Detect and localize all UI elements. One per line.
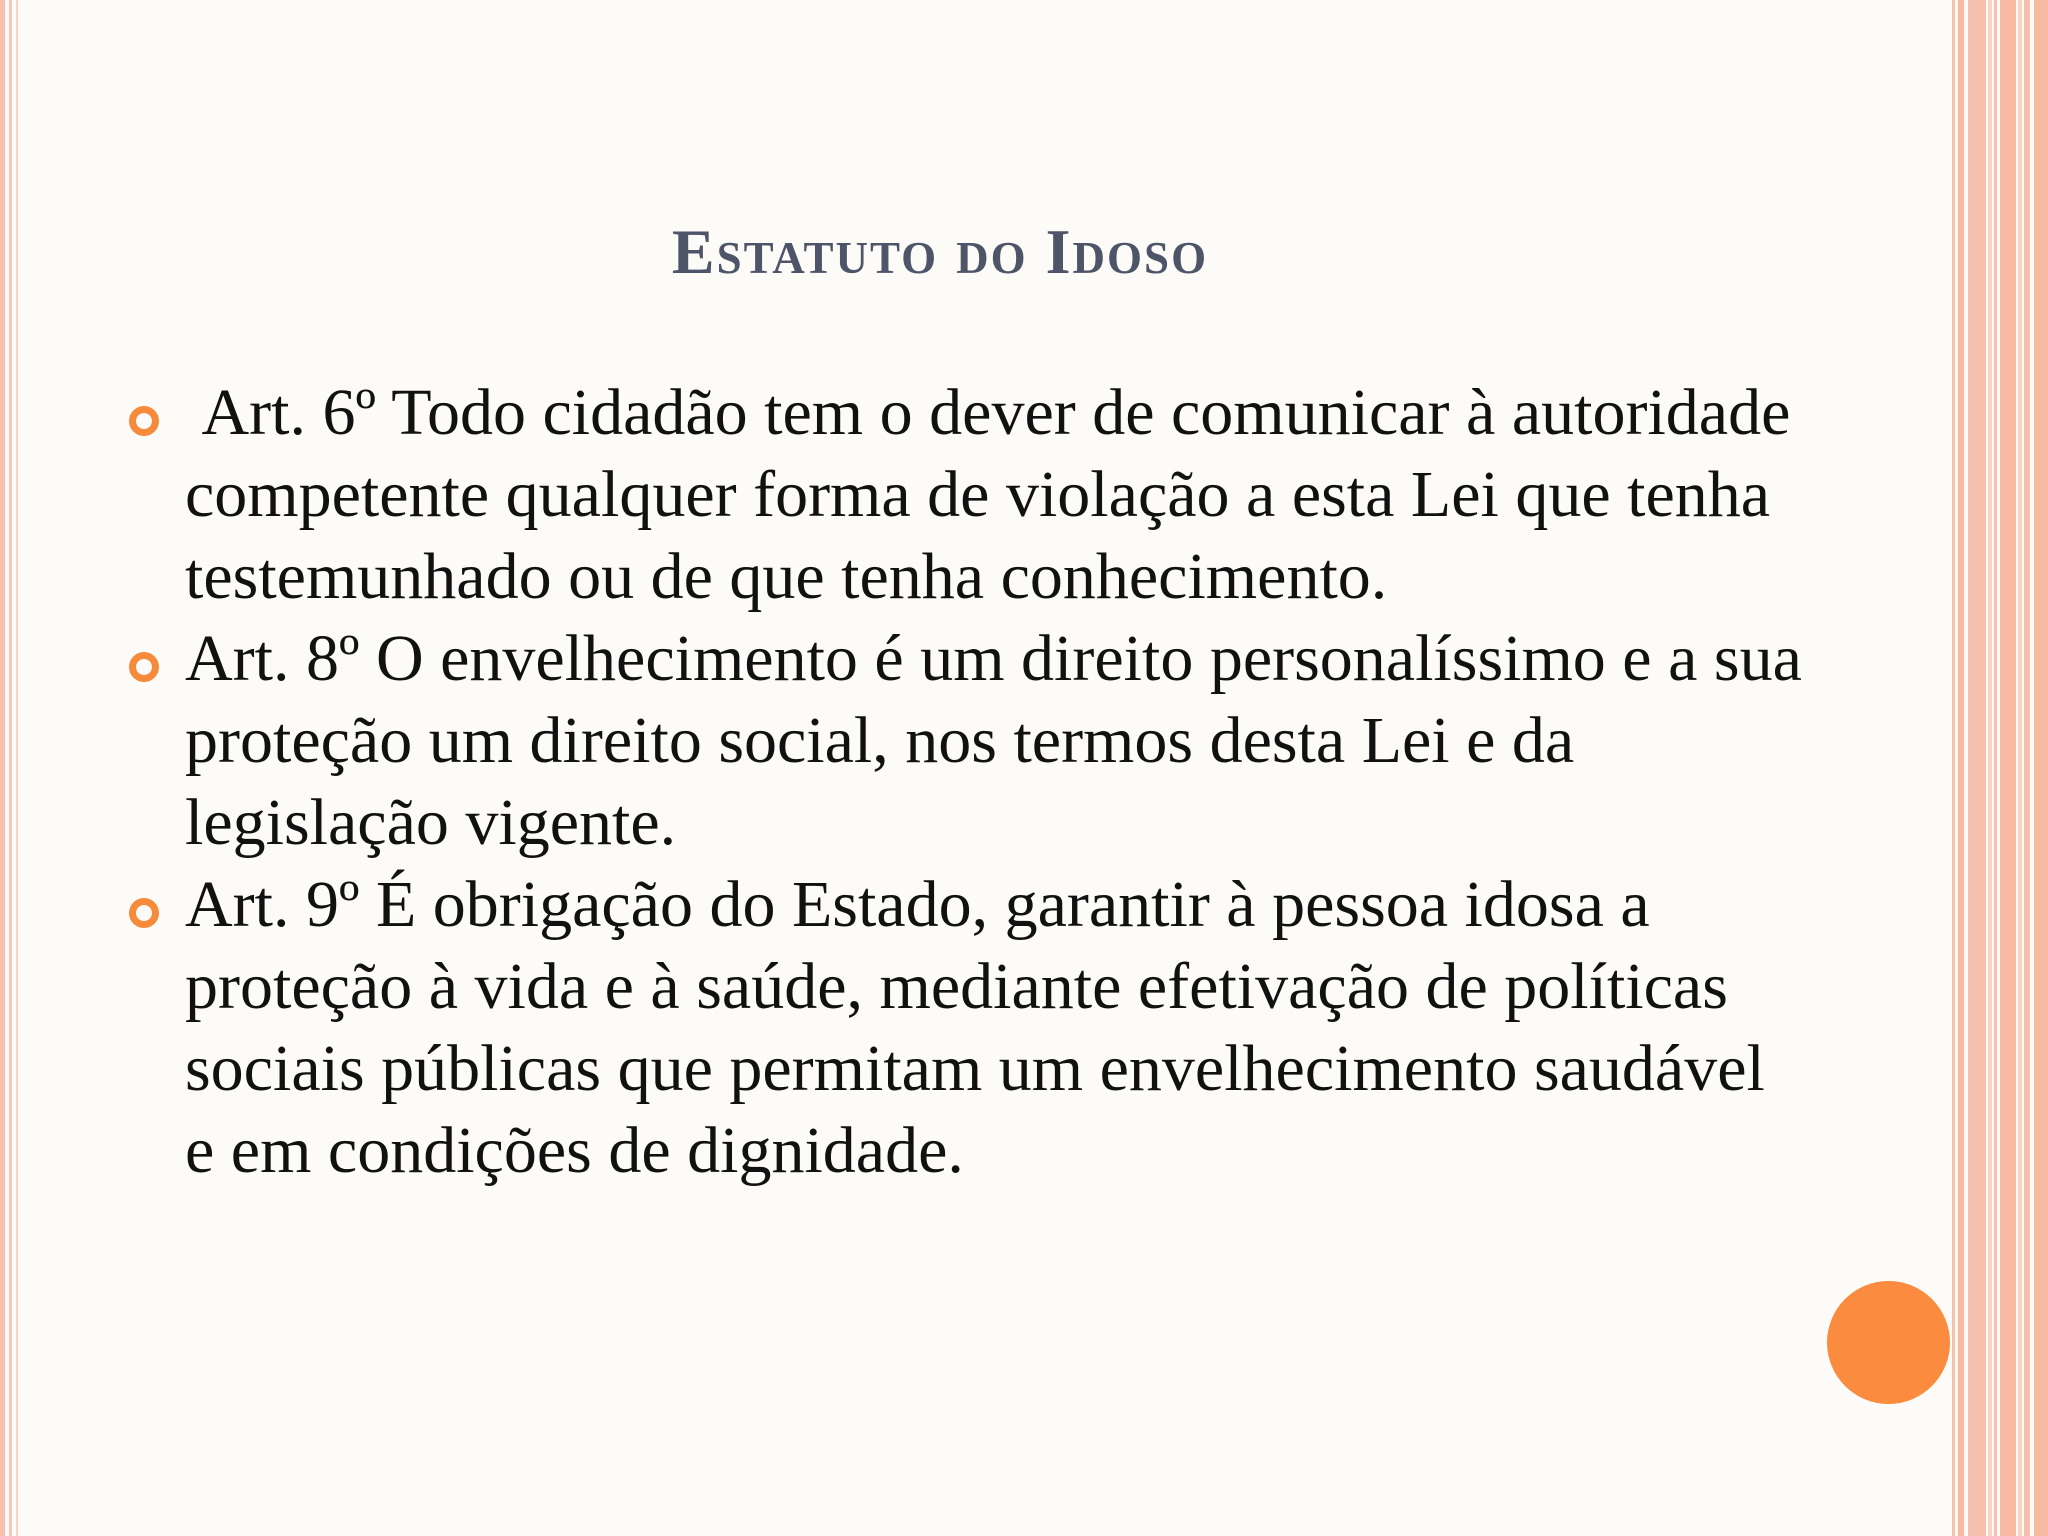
right-border-stripe	[2034, 0, 2048, 1536]
right-border-stripe	[1958, 0, 1964, 1536]
bullet-list	[185, 372, 1805, 1192]
ring-bullet-icon	[129, 898, 159, 928]
ring-bullet-icon	[129, 652, 159, 682]
bullet-text: Art. 9º É obrigação do Estado, garantir à pessoa idosa a proteção à vida e à saúde, mediante efetivação de políticas sociais públicas que permitam um envelhecimento saudável e em condições de dignidade.	[185, 868, 1765, 1187]
right-border-stripe	[2024, 0, 2030, 1536]
right-border-stripe	[1994, 0, 1997, 1536]
ring-bullet-icon	[129, 406, 159, 436]
bullet-item-art-8	[185, 618, 1805, 864]
right-border-stripe	[2000, 0, 2016, 1536]
bullet-item-art-6	[185, 372, 1805, 618]
decorative-circle	[1827, 1281, 1950, 1404]
bullet-text: Art. 6º Todo cidadão tem o dever de comunicar à autoridade competente qualquer forma de violação a esta Lei que tenha testemunhado ou de que tenha conhecimento.	[185, 376, 1807, 613]
right-border-stripe	[1988, 0, 1992, 1536]
slide-title: Estatuto do Idoso	[671, 216, 1209, 287]
right-border-stripe	[2018, 0, 2022, 1536]
right-border-stripe	[1952, 0, 1955, 1536]
right-border-stripe	[1968, 0, 1986, 1536]
bullet-text: Art. 8º O envelhecimento é um direito personalíssimo e a sua proteção um direito social, nos termos desta Lei e da legislação vigente.	[185, 622, 1802, 859]
bullet-item-art-9	[185, 864, 1805, 1192]
